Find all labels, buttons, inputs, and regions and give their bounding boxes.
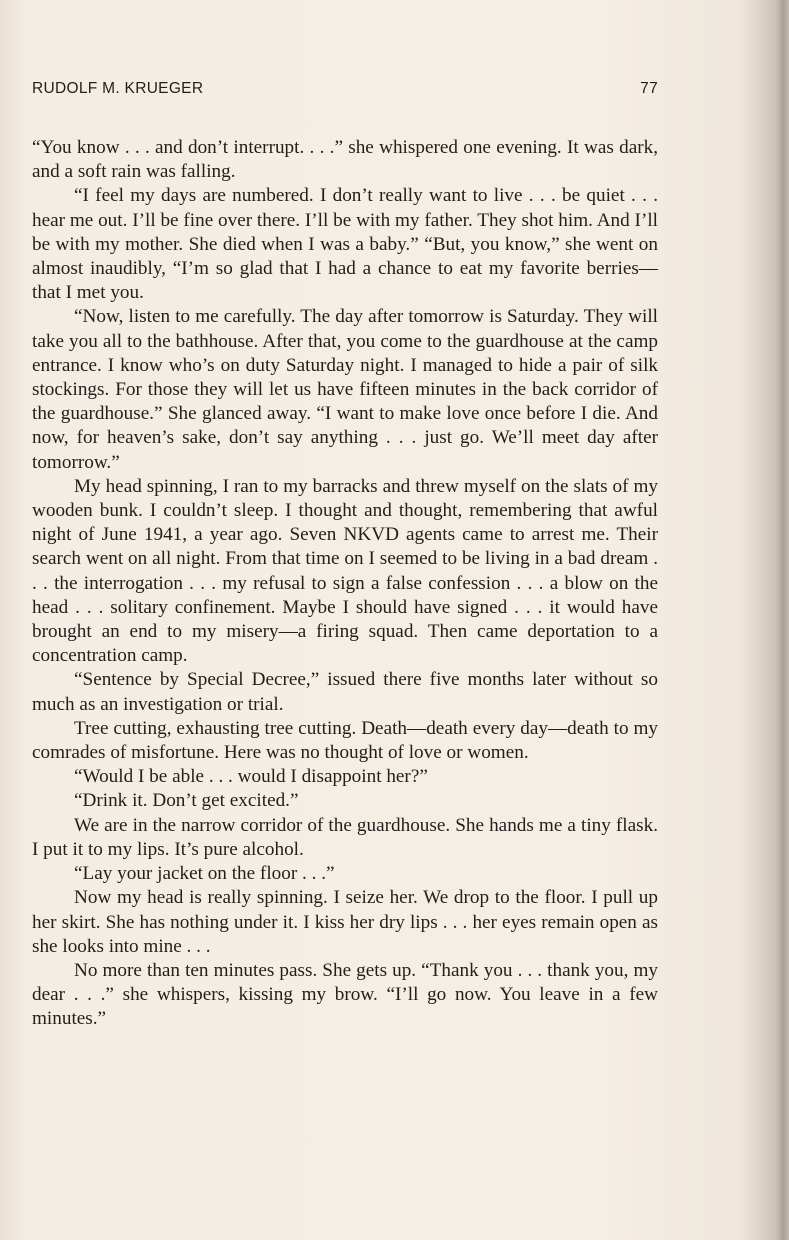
paragraph: No more than ten minutes pass. She gets up. “Thank you . . . thank you, my dear . . .” she whispers, kissing my brow. “I’ll go now. You leave in a few minutes.” bbox=[32, 959, 658, 1030]
page-gutter-shadow bbox=[775, 0, 789, 1240]
paragraph: My head spinning, I ran to my barracks and threw myself on the slats of my wooden bunk. I couldn’t sleep. I thought and thought, remembering that awful night of June 1941, a year ago. Seven NKVD agents came to arrest me. Their search went on all night. From that time on I seemed to be living in a bad dream . . . the interrogation . . . my refusal to sign a false confession . . . a blow on the head . . . solitary confinement. Maybe I should have signed . . . it would have brought an end to my misery—a firing squad. Then came deportation to a concentration camp. bbox=[32, 475, 658, 667]
page-number: 77 bbox=[640, 80, 658, 97]
paragraph: “Sentence by Special Decree,” issued there five months later without so much as an investigation or trial. bbox=[32, 669, 658, 715]
paragraph: We are in the narrow corridor of the guardhouse. She hands me a tiny flask. I put it to my lips. It’s pure alcohol. bbox=[32, 814, 658, 860]
paragraph: “Now, listen to me carefully. The day after tomorrow is Saturday. They will take you all to the bathhouse. After that, you come to the guardhouse at the camp entrance. I know who’s on duty Saturday night. I managed to hide a pair of silk stockings. For those they will let us have fifteen minutes in the back corridor of the guardhouse.” She glanced away. “I want to make love once before I die. And now, for heaven’s sake, don’t say anything . . . just go. We’ll meet day after tomorrow.” bbox=[32, 306, 658, 473]
paragraph: Now my head is really spinning. I seize her. We drop to the floor. I pull up her skirt. She has nothing under it. I kiss her dry lips . . . her eyes remain open as she looks into mine . . . bbox=[32, 887, 658, 957]
paragraph: “Drink it. Don’t get excited.” bbox=[74, 790, 299, 812]
running-header bbox=[32, 80, 658, 102]
paragraph: “Would I be able . . . would I disappoint her?” bbox=[74, 766, 428, 788]
paragraph: “I feel my days are numbered. I don’t really want to live . . . be quiet . . . hear me out. I’ll be fine over there. I’ll be with my father. They shot him. And I’ll be with my mother. She died when I was a baby.” “But, you know,” she went on almost inaudibly, “I’m so glad that I had a chance to eat my favorite berries—that I met you. bbox=[32, 185, 658, 304]
paragraph: Tree cutting, exhausting tree cutting. Death—death every day—death to my comrades of misfortune. Here was no thought of love or women. bbox=[32, 717, 658, 764]
body-text bbox=[32, 136, 658, 1032]
running-header-author: RUDOLF M. KRUEGER bbox=[32, 80, 204, 97]
paragraph: “You know . . . and don’t interrupt. . . .” she whispered one evening. It was dark, and a soft rain was falling. bbox=[32, 137, 658, 183]
paragraph: “Lay your jacket on the floor . . .” bbox=[74, 863, 335, 885]
